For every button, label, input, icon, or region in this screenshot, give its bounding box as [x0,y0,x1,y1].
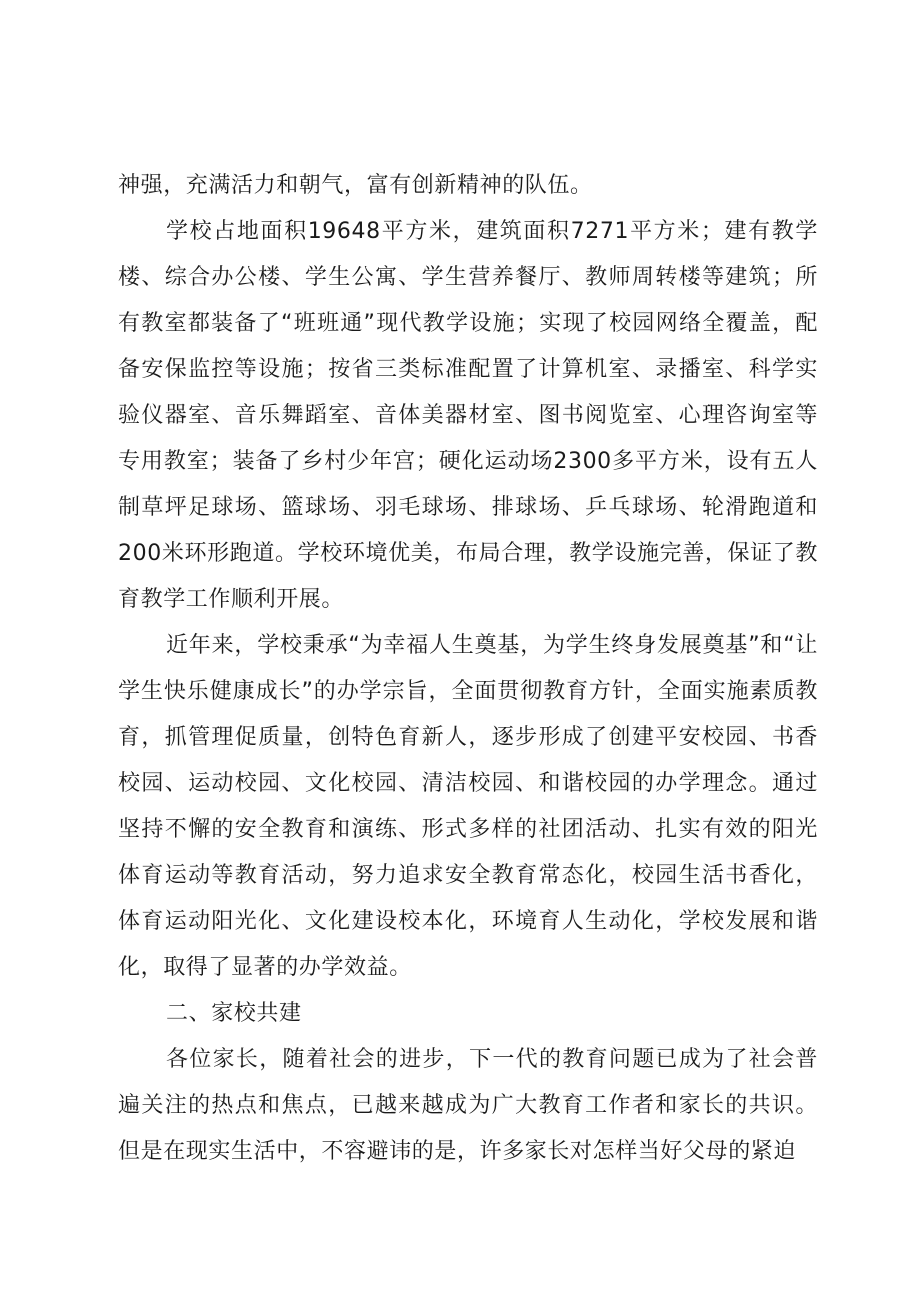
paragraph-parents-address: 各位家长，随着社会的进步，下一代的教育问题已成为了社会普遍关注的热点和焦点，已越来越成为广大教育工作者和家长的共识。但是在现实生活中，不容避讳的是，许多家长对怎样当好父母的紧迫 [118,1047,818,1164]
paragraph-continuation: 神强，充满活力和朝气，富有创新精神的队伍。 [118,173,593,198]
paragraph-school-facilities: 学校占地面积19648平方米，建筑面积7271平方米；建有教学楼、综合办公楼、学生公寓、学生营养餐厅、教师周转楼等建筑；所有教室都装备了“班班通”现代教学设施；实现了校园网络全覆盖，配备安保监控等设施；按省三类标准配置了计算机室、录播室、科学实验仪器室、音乐舞蹈室、音体美器材室、图书阅览室、心理咨询室等专用教室；装备了乡村少年宫；硬化运动场2300多平方米，设有五人制草坪足球场、篮球场、羽毛球场、排球场、乒乓球场、轮滑跑道和200米环形跑道。学校环境优美，布局合理，教学设施完善，保证了教育教学工作顺利开展。 [118,219,818,612]
section-heading-home-school: 二、家校共建 [166,1001,302,1026]
paragraph-school-philosophy: 近年来，学校秉承“为幸福人生奠基，为学生终身发展奠基”和“让学生快乐健康成长”的办学宗旨，全面贯彻教育方针，全面实施素质教育，抓管理促质量，创特色育新人，逐步形成了创建平安校园、书香校园、运动校园、文化校园、清洁校园、和谐校园的办学理念。通过坚持不懈的安全教育和演练、形式多样的社团活动、扎实有效的阳光体育运动等教育活动，努力追求安全教育常态化，校园生活书香化，体育运动阳光化、文化建设校本化，环境育人生动化，学校发展和谐化，取得了显著的办学效益。 [118,633,818,980]
document-body [118,163,818,1175]
